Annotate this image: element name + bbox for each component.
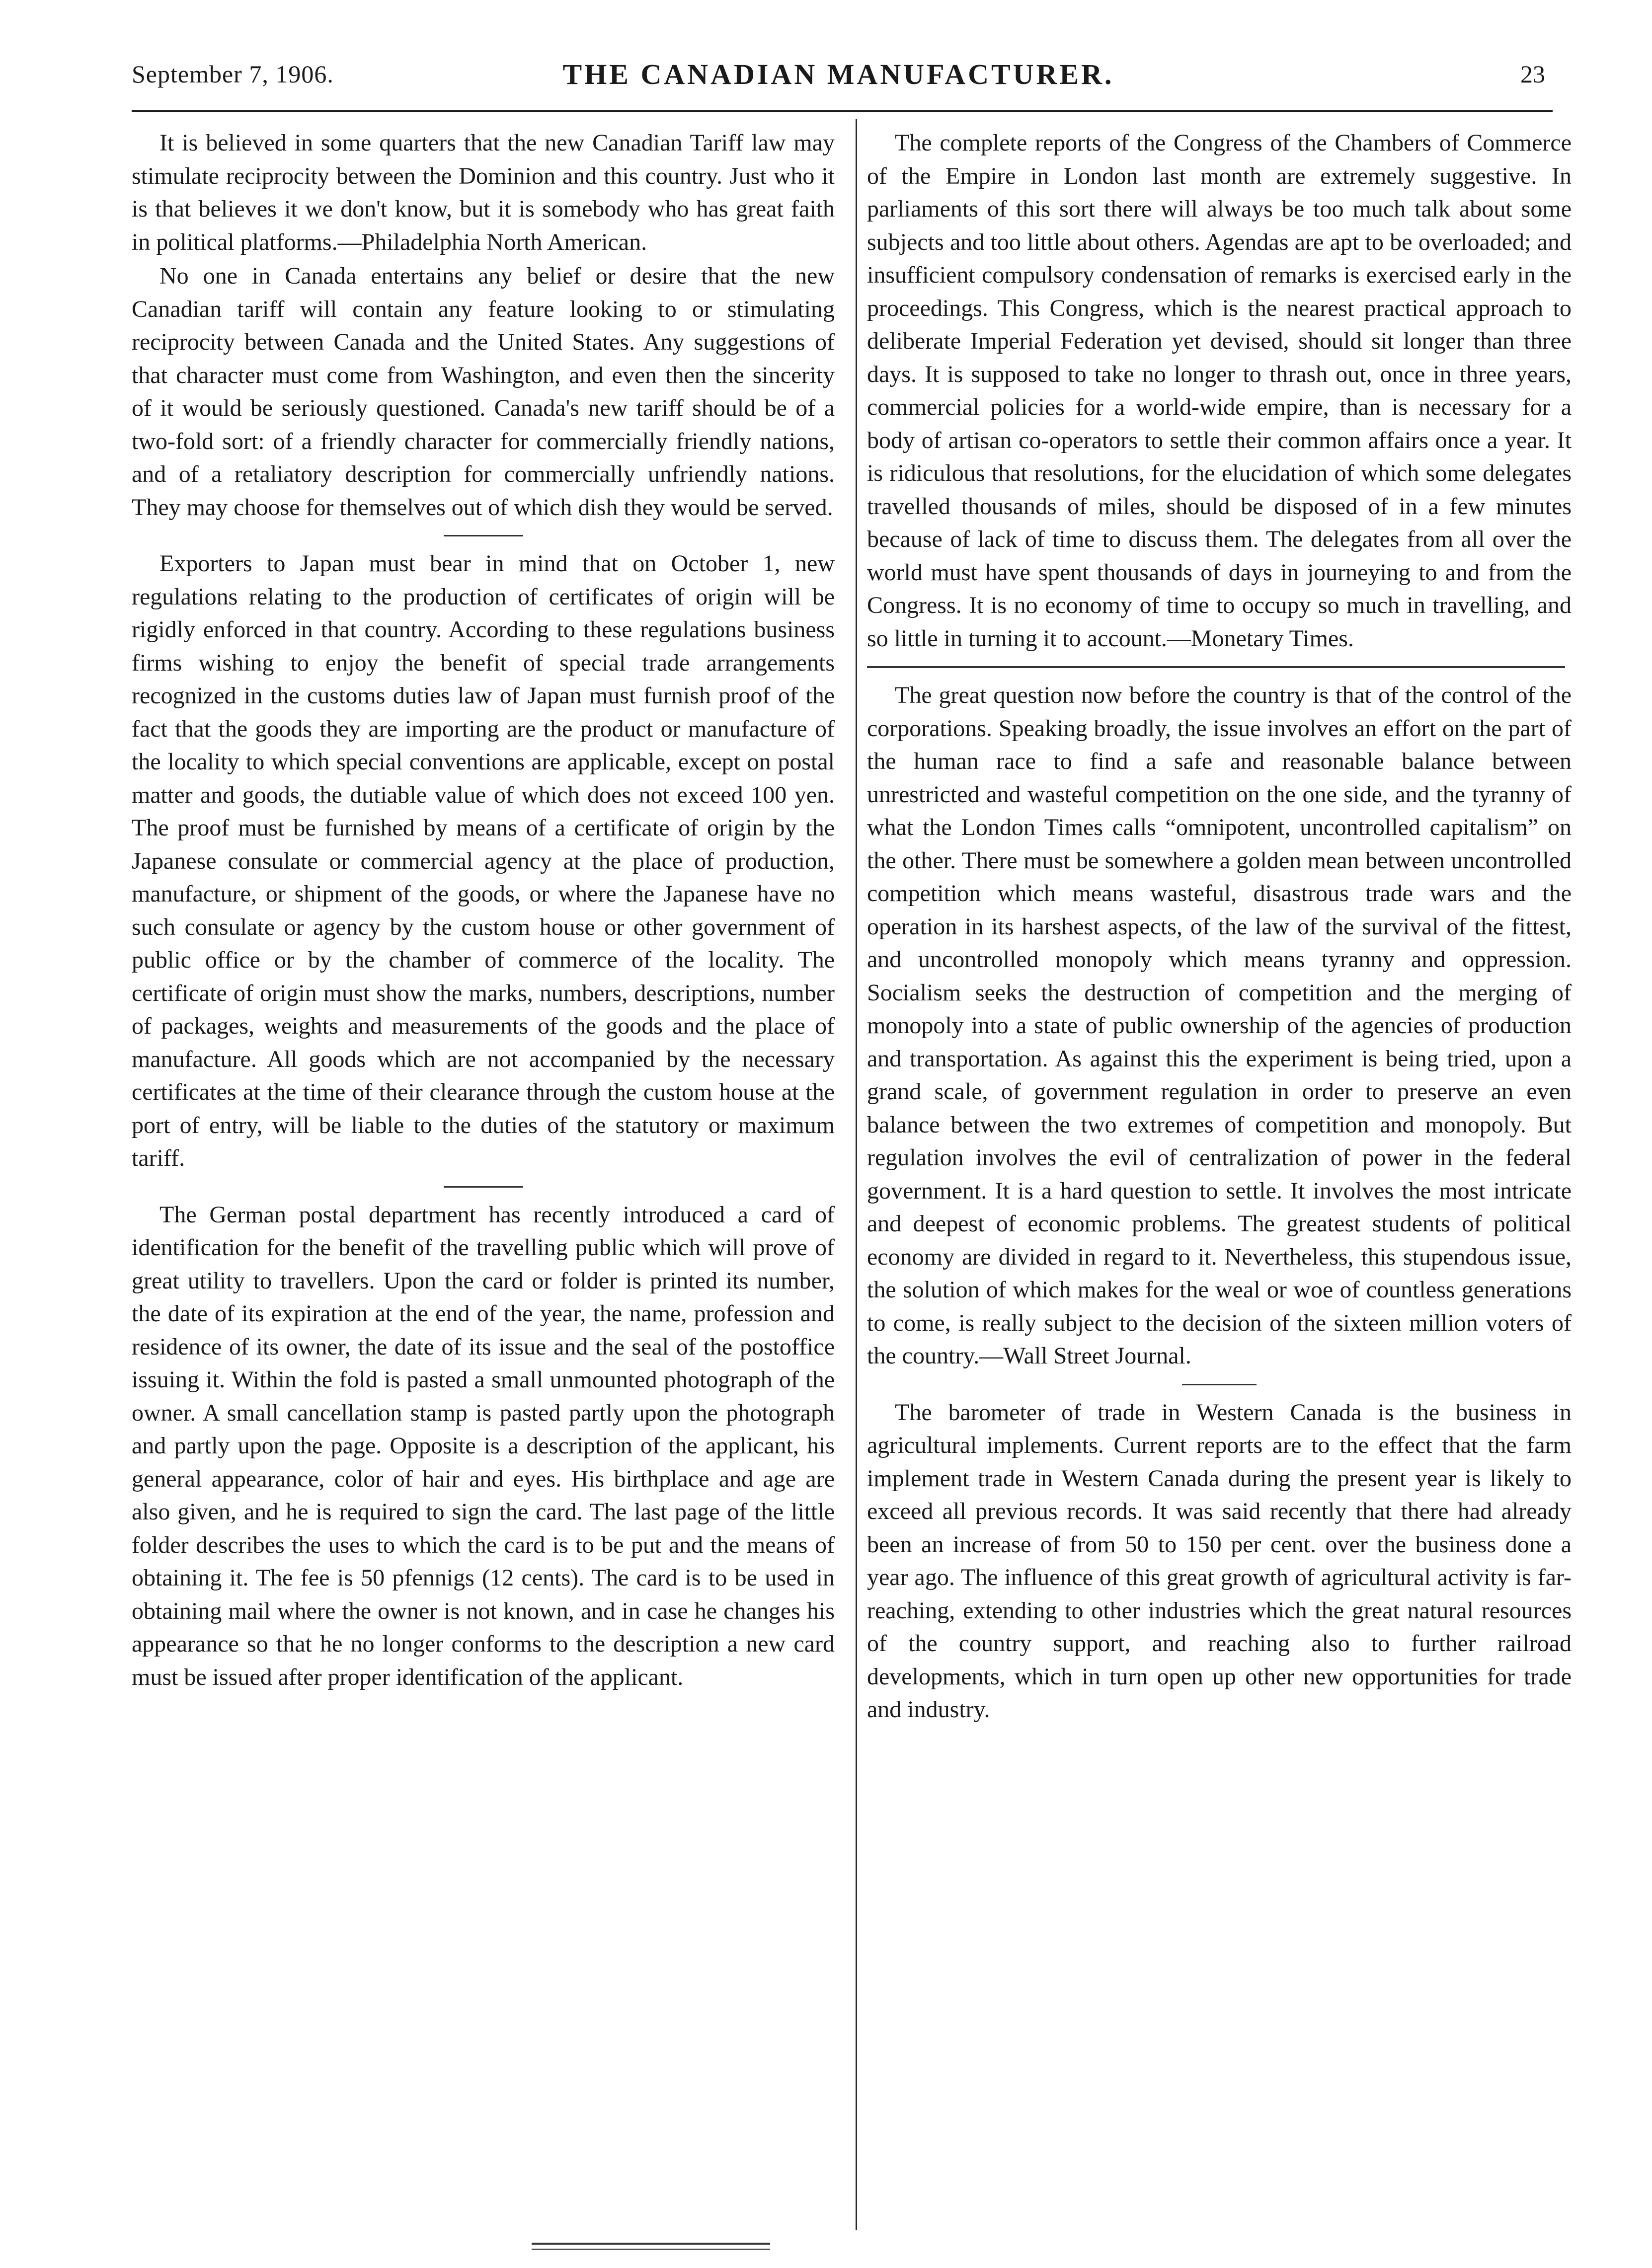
article-reciprocity [132, 127, 835, 524]
article-paragraph: The complete reports of the Congress of the Chambers of Commerce of the Empire in London last month are extremely suggestive. In parliaments of this sort there will always be too much talk about some subjects and too little about others. Agendas are apt to be overloaded; and insufficient compulsory condensation of remarks is exercised early in the proceedings. This Congress, which is the nearest practical approach to deliberate Imperial Federation yet devised, should sit longer than three days. It is supposed to take no longer to thrash out, once in three years, commercial policies for a world-wide empire, than is necessary for a body of artisan co-operators to settle their common affairs once a year. It is ridiculous that resolutions, for the elucidation of which some delegates travelled thousands of miles, should be disposed of in a few minutes because of lack of time to discuss them. The delegates from all over the world must have spent thousands of days in journeying to and from the Congress. It is no economy of time to occupy so much in travelling, and so little in turning it to account.—Monetary Times. [867, 130, 1572, 652]
article-separator [1182, 1384, 1257, 1385]
right-column [867, 127, 1572, 1727]
masthead [127, 50, 1550, 109]
page-number: 23 [1520, 60, 1545, 88]
issue-date: September 7, 1906. [132, 60, 334, 88]
publication-title: THE CANADIAN MANUFACTURER. [562, 58, 1114, 90]
article-japan-certificates [132, 547, 835, 1175]
footer-rule [532, 2249, 770, 2250]
article-paragraph: The great question now before the country is that of the control of the corporations. Speaking broadly, the issue involves an effort on the part of the human race to find a safe and reasonable balance between unrestricted and wasteful competition on the one side, and the tyranny of what the London Times calls “omnipotent, uncontrolled capitalism” on the other. There must be somewhere a golden mean between uncontrolled competition which means wasteful, disastrous trade wars and the operation in its harshest aspects, of the law of the survival of the fittest, and uncontrolled monopoly which means tyranny and oppression. Socialism seeks the destruction of competition and the merging of monopoly into a state of public ownership of the agencies of production and transportation. As against this the experiment is being tried, upon a grand scale, of government regulation in order to preserve an even balance between the two extremes of competition and monopoly. But regulation involves the evil of centralization of power in the federal government. It is a hard question to settle. It involves the most intricate and deepest of economic problems. The greatest students of political economy are divided in regard to it. Nevertheless, this stupendous issue, the solution of which makes for the weal or woe of countless generations to come, is really subject to the decision of the sixteen million voters of the country.—Wall Street Journal. [867, 682, 1572, 1369]
article-chambers-of-commerce [867, 127, 1572, 655]
article-paragraph: It is believed in some quarters that the new Canadian Tariff law may stimulate reciprocity between the Dominion and this country. Just who it is that believes it we don't know, but it is somebody who has great faith in political platforms.—Philadelphia North American. [132, 130, 835, 255]
masthead-rule [132, 110, 1553, 112]
article-separator [867, 666, 1565, 668]
article-control-of-corporations [867, 679, 1572, 1373]
article-paragraph: No one in Canada entertains any belief or desire that the new Canadian tariff will contain any feature looking to or stimulating reciprocity between Canada and the United States. Any suggestions of that character must come from Washington, and even then the sincerity of it would be seriously questioned. Canada's new tariff should be of a two-fold sort: of a friendly character for commercially friendly nations, and of a retaliatory description for commercially unfriendly nations. They may choose for themselves out of which dish they would be served. [132, 263, 835, 521]
footer-rule [532, 2243, 770, 2245]
article-separator [444, 535, 523, 536]
article-paragraph: Exporters to Japan must bear in mind that on October 1, new regulations relating to the production of certificates of origin will be rigidly enforced in that country. According to these regulations business firms wishing to enjoy the benefit of special trade arrangements recognized in the customs duties law of Japan must furnish proof of the fact that the goods they are importing are the product or manufacture of the locality to which special conventions are applicable, except on postal matter and goods, the dutiable value of which does not exceed 100 yen. The proof must be furnished by means of a certificate of origin by the Japanese consulate or commercial agency at the place of production, manufacture, or shipment of the goods, or where the Japanese have no such consulate or agency by the custom house or other government of public office or by the chamber of commerce of the locality. The certificate of origin must show the marks, numbers, descriptions, number of packages, weights and measurements of the goods and the place of manufacture. All goods which are not accompanied by the necessary certificates at the time of their clearance through the custom house at the port of entry, will be liable to the duties of the statutory or maximum tariff. [132, 550, 835, 1171]
article-paragraph: The German postal department has recently introduced a card of identification for the benefit of the travelling public which will prove of great utility to travellers. Upon the card or folder is printed its number, the date of its expiration at the end of the year, the name, profession and residence of its owner, the date of its issue and the seal of the postoffice issuing it. Within the fold is pasted a small unmounted photograph of the owner. A small cancellation stamp is pasted partly upon the photograph and partly upon the page. Opposite is a description of the applicant, his general appearance, color of hair and eyes. His birthplace and age are also given, and he is required to sign the card. The last page of the little folder describes the uses to which the card is to be put and the means of obtaining it. The fee is 50 pfennigs (12 cents). The card is to be used in obtaining mail where the owner is not known, and in case he changes his appearance so that he no longer conforms to the description a new card must be issued after proper identification of the applicant. [132, 1201, 835, 1690]
left-column [132, 127, 835, 1694]
article-western-canada-trade [867, 1396, 1572, 1727]
article-separator [444, 1186, 523, 1188]
article-german-postal-card [132, 1199, 835, 1694]
column-divider [856, 119, 857, 2230]
article-paragraph: The barometer of trade in Western Canada is the business in agricultural implements. Current reports are to the effect that the farm implement trade in Western Canada during the present year is likely to exceed all previous records. It was said recently that there had already been an increase of from 50 to 150 per cent. over the business done a year ago. The influence of this great growth of agricultural activity is far-reaching, extending to other industries which the great natural resources of the country support, and reaching also to further railroad developments, which in turn open up other new opportunities for trade and industry. [867, 1399, 1572, 1723]
